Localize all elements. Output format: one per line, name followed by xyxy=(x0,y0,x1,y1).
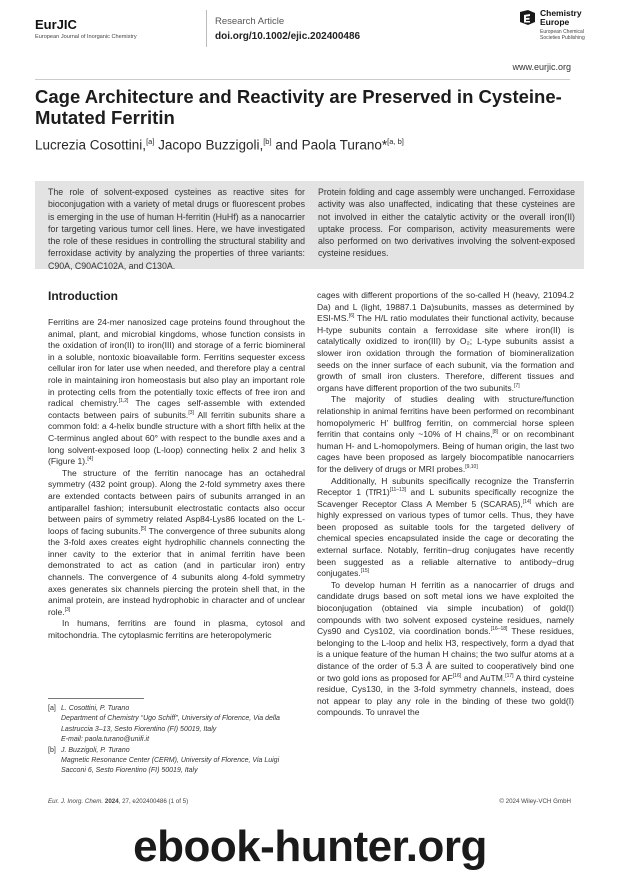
citation-reference[interactable]: [5] xyxy=(140,525,147,532)
author-affiliation-mark: [a, b] xyxy=(387,137,404,146)
paragraph-text: and L subunits specifically recognize the Scavenger Receptor Class A Member 5 (SCARA5), xyxy=(317,487,574,509)
footnote-rule xyxy=(48,698,144,699)
affiliation-footnotes xyxy=(48,704,308,777)
publisher-subtitle-line-2: Societies Publishing xyxy=(540,35,585,41)
citation-reference[interactable]: [4] xyxy=(87,456,93,463)
body-column-right xyxy=(317,290,574,719)
body-paragraph xyxy=(317,476,574,580)
citation-reference[interactable]: [17] xyxy=(505,672,514,679)
chemistry-europe-logo-icon xyxy=(519,9,536,26)
citation-journal: Eur. J. Inorg. Chem. xyxy=(48,798,104,805)
paragraph-text: Ferritins are 24-mer nanosized cage proteins found throughout the animal, plant, and microbial kingdoms, whose function consists in the oxidation of iron(II) to iron(III) and storage of a ferric biomineral in a soluble, nontoxic bioavailable form. Ferritins sequester excess cellular iron for later use when needed, and therefore play a central role in maintaining iron homeostasis but also play an important role in protecting cells from the potentially toxic effects of free iron and radical chemistry. xyxy=(48,317,305,409)
author-list xyxy=(35,137,404,153)
paragraph-text: A third cysteine residue, Cys130, in the 3-fold symmetry channels, instead, does not appear to play any role in the binding of these two gold(I) compounds. To unravel the xyxy=(317,672,574,718)
abstract-text-left: The role of solvent-exposed cysteines as reactive sites for bioconjugation with a variety of metal drugs or fluorescent probes is emerging in the use of human H-ferritin (HuHf) as a nanocarrier for targeting various tumor cell lines. Here, we have investigated the role of these residues in controlling the structural stability and ferroxidase activity by analyzing the properties of three variants: C90A, C90AC102A, and C130A. xyxy=(48,187,305,271)
paragraph-text: The H/L ratio modulates their functional activity, because H-type subunits contain a ferroxidase site where iron(II) is catalytically oxidized to iron(III) by O₂; L-type subunits assist a slower iron oxidation through the formation of biomineralization seeds on the inner surface of each subunit, via the formation and growth of small iron clusters. Therefore, different tissues and organs have different proportion of the two subunits. xyxy=(317,313,574,393)
footnote-tag: [b] xyxy=(48,746,56,754)
citation-reference[interactable]: [16–18] xyxy=(490,626,508,633)
article-doi-link[interactable]: doi.org/10.1002/ejic.202400486 xyxy=(215,31,361,42)
author-name[interactable]: Jacopo Buzzigoli, xyxy=(154,137,264,153)
citation-line xyxy=(48,798,188,805)
footnote-address-line: Lastruccia 3–13, Sesto Fiorentino (FI) 50019, Italy xyxy=(61,725,217,733)
body-column-left xyxy=(48,317,305,642)
article-type: Research Article xyxy=(215,16,285,27)
citation-reference[interactable]: [16] xyxy=(452,672,462,679)
citation-year: 2024 xyxy=(104,798,119,805)
footnote-address-line: Sacconi 6, Sesto Fiorentino (FI) 50019, Italy xyxy=(61,767,198,775)
paragraph-text: These residues, belonging to the L-loop and helix H3, respectively, form a dyad that is a unique feature of the human H chains; the two sulfur atoms at a distance of the order of 5.3 Å are suited to cooperatively bind one or two gold ions as proposed for AF xyxy=(317,626,574,683)
article-title: Cage Architecture and Reactivity are Preserved in Cysteine-Mutated Ferritin xyxy=(35,86,562,128)
abstract-text-right: Protein folding and cage assembly were unchanged. Ferroxidase activity was also unaffected, indicating that these cysteines are not involved in either the catalytic activity or the overall iron(II) uptake process. For comparison, activity measurements were also performed on two derivatives involving the solvent-exposed cysteine residues. xyxy=(318,187,575,259)
footnote-address-line: Department of Chemistry “Ugo Schiff”, University of Florence, Via della xyxy=(61,715,280,723)
author-affiliation-mark: [a] xyxy=(146,137,155,146)
citation-reference[interactable]: [8] xyxy=(492,429,499,436)
paragraph-text: cages with different proportions of the so-called H (heavy, 21094.2 Da) and L (light, 19887.1 Da)subunits, masses as determined by ESI-MS. xyxy=(317,290,574,324)
body-paragraph xyxy=(48,468,305,619)
body-paragraph xyxy=(317,290,574,394)
footnote-tag: [a] xyxy=(48,705,56,712)
paragraph-text: which are highly expressed on various types of tumor cells. Thus, they have been proposed as suitable tools for the targeted delivery of chemical species encapsulated inside the cage or decorating the external surface. Notably, ferritin−drug conjugates have recently been suggested as a reliable alternative to antibody−drug conjugates. xyxy=(317,498,574,579)
footnote-email[interactable]: E-mail: paola.turano@unifi.it xyxy=(61,736,150,744)
footnote-author-names: J. Buzzigoli, P. Turano xyxy=(61,746,130,754)
paragraph-text: The convergence of three subunits along the 3-fold axes creates eight hydrophilic channels connecting the inner cavity to the exterior that in animal ferritin have been demonstrated to act as cation (and in particular iron) entry channels. The convergence of 4 subunits along 4-fold symmetry axes generates six channels piercing the protein shell that, in the animal protein, are instead hydrophobic in character and of unclear role. xyxy=(48,525,305,617)
citation-reference[interactable]: [9,10] xyxy=(465,464,478,471)
paragraph-text: or on recombinant human H- and L-homopolymers. Being of human origin, the last two cages have been proposed as largely biocompatible nanocarriers for the delivery of drugs or MRI probes. xyxy=(317,429,574,474)
citation-reference[interactable]: [15] xyxy=(360,568,370,575)
publisher-name-line-2: Europe xyxy=(540,17,570,27)
journal-abbreviation: EurJIC xyxy=(35,17,77,32)
paragraph-text: To develop human H ferritin as a nanocarrier of drugs and candidate drugs based on soft metal ions we have exploited the bioconjugation (obtained via simple incubation) of gold(I) compounds with two solvent exposed cysteine residues, namely Cys90 and Cys102, via coordination bonds. xyxy=(317,579,574,637)
citation-reference[interactable]: [7] xyxy=(514,382,520,389)
publisher-name xyxy=(540,9,582,27)
paragraph-text: The cages self-assemble with extended contacts between pairs of subunits. xyxy=(48,398,305,420)
citation-reference[interactable]: [6] xyxy=(348,313,355,320)
citation-reference[interactable]: [11–13] xyxy=(389,487,407,494)
citation-reference[interactable]: [3] xyxy=(188,409,194,416)
body-paragraph xyxy=(48,317,305,468)
citation-reference[interactable]: [1,2] xyxy=(118,398,129,405)
header-rule xyxy=(35,79,570,80)
header-divider xyxy=(206,10,207,47)
author-affiliation-mark: [b] xyxy=(263,137,272,146)
paragraph-text: The structure of the ferritin nanocage has an octahedral symmetry (432 point group). Along the 2-fold symmetry axes there are extended contacts between pairs of subunits arranged in an antiparallel fashion; intersubunit electrostatic contacts also occur between pairs of symmetry related Asp84-Lys86 located on the L-loops of facing subunits. xyxy=(48,467,305,536)
body-paragraph xyxy=(317,580,574,719)
copyright-notice: © 2024 Wiley-VCH GmbH xyxy=(499,798,571,805)
watermark-text: ebook-hunter.org xyxy=(133,822,487,871)
body-paragraph xyxy=(48,618,305,641)
journal-full-name: European Journal of Inorganic Chemistry xyxy=(35,34,137,40)
citation-details: , 27, e202400486 (1 of 5) xyxy=(118,798,189,805)
paragraph-text: The majority of studies dealing with structure/function relationship in animal ferritins have been performed on recombinant homopolymeric H’ bullfrog ferritin, on commercial horse spleen ferritin that contains only ~10% of H chains, xyxy=(317,394,574,440)
author-name[interactable]: and Paola Turano* xyxy=(271,137,388,153)
body-paragraph xyxy=(317,394,574,475)
author-name[interactable]: Lucrezia Cosottini, xyxy=(35,137,147,153)
paragraph-text: All ferritin subunits share a common fold: a 4-helix bundle structure with a short fifth helix at the C-terminus angled about 60° with respect to the bundle axes and a long solvent-exposed loop (L-loop) connecting helix 2 and helix 3 (Figure 1). xyxy=(48,409,305,467)
journal-website-link[interactable]: www.eurjic.org xyxy=(512,62,571,72)
footnote-author-names: L. Cosottini, P. Turano xyxy=(61,705,130,712)
paragraph-text: In humans, ferritins are found in plasma, cytosol and mitochondria. The cytoplasmic ferritins are heteropolymeric xyxy=(48,618,305,641)
citation-reference[interactable]: [14] xyxy=(522,498,532,505)
citation-reference[interactable]: [3] xyxy=(64,607,71,613)
paragraph-text: and AuTM. xyxy=(461,672,506,683)
paragraph-text: Additionally, H subunits specifically recognize the Transferrin Receptor 1 (TfR1) xyxy=(317,475,574,498)
footnote-a xyxy=(48,704,308,746)
footnote-address-line: Magnetic Resonance Center (CERM), University of Florence, Via Luigi xyxy=(61,757,280,765)
section-heading-introduction: Introduction xyxy=(48,289,118,303)
publisher-subtitle xyxy=(540,29,585,41)
footnote-b xyxy=(48,746,308,777)
publisher-subtitle-line-1: European Chemical xyxy=(540,29,584,35)
publisher-name-line-1: Chemistry xyxy=(540,8,582,18)
